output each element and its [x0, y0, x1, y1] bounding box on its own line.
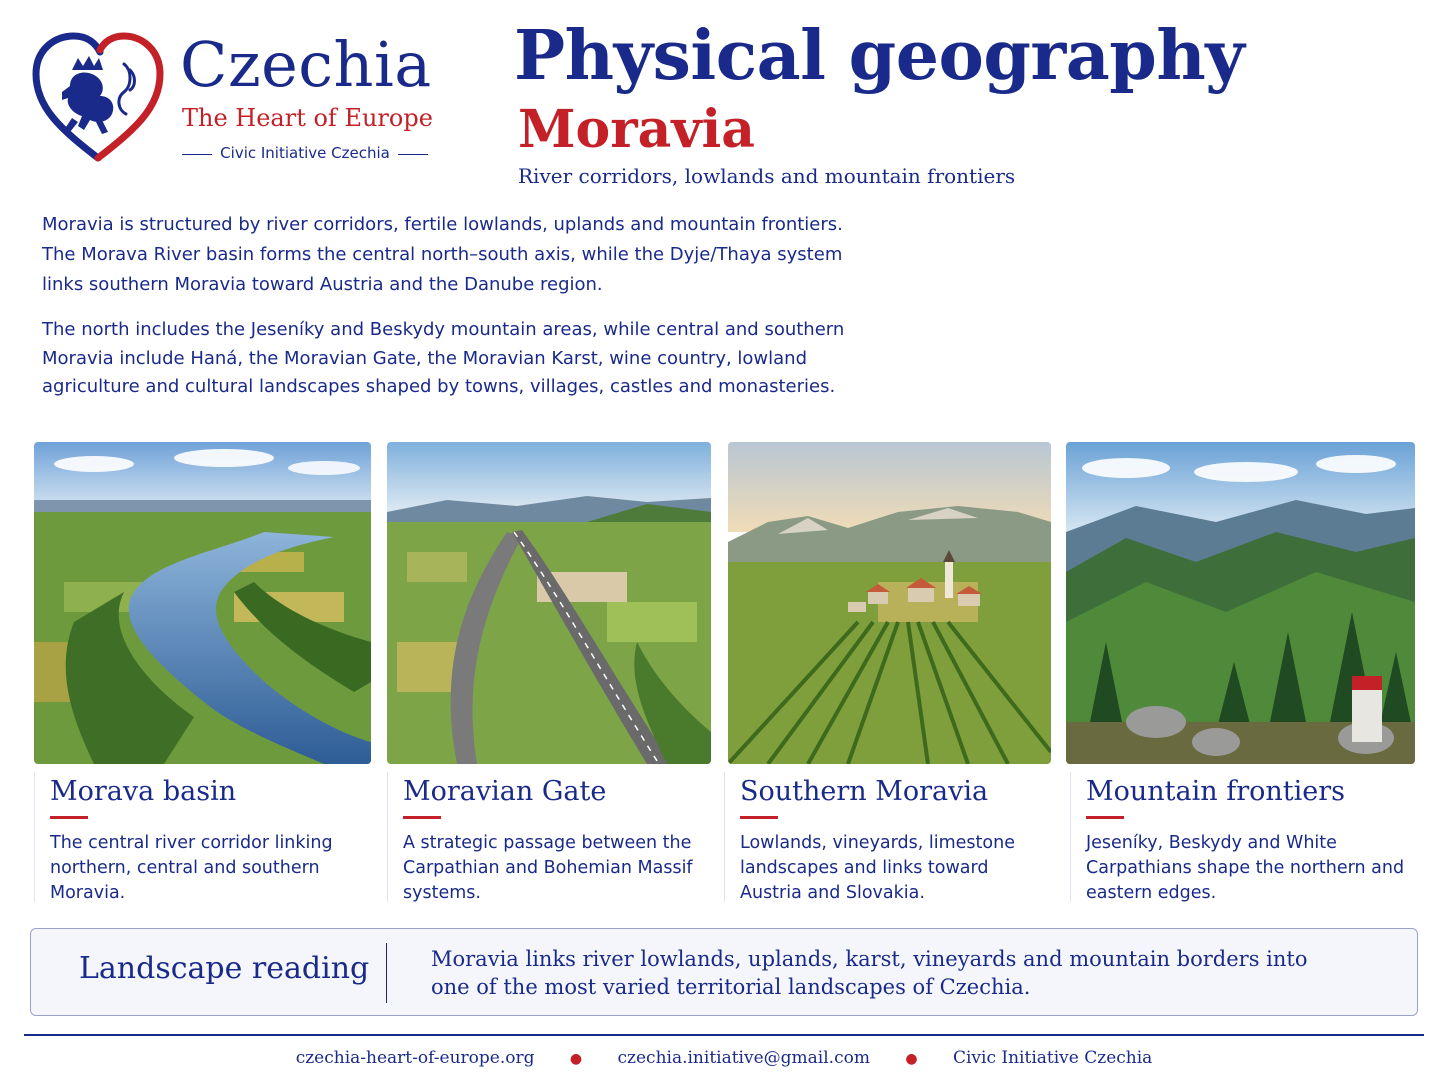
footer-org: Civic Initiative Czechia	[952, 1048, 1153, 1068]
page-subtitle: Moravia	[518, 99, 755, 160]
card-title: Morava basin	[50, 776, 237, 807]
card-description: The central river corridor linking northern, central and southern Moravia.	[50, 833, 333, 903]
heart-lion-icon	[32, 30, 172, 165]
card-title: Southern Moravia	[740, 776, 989, 807]
card-description: A strategic passage between the Carpathian and Bohemian Massif systems.	[403, 833, 693, 903]
footer-website-link[interactable]: czechia-heart-of-europe.org	[295, 1048, 535, 1068]
moravian-gate-image	[387, 442, 711, 764]
landscape-reading-box	[30, 928, 1418, 1016]
intro-paragraph-2: The north includes the Jeseníky and Beskydy mountain areas, while central and southern Moravia include Haná, the Moravian Gate, the Moravian Karst, wine country, lowland agriculture and cultural landscapes shaped by towns, villages, castles and monasteries.	[42, 319, 845, 397]
page-tagline: River corridors, lowlands and mountain frontiers	[518, 164, 1016, 188]
card-title: Moravian Gate	[403, 776, 607, 807]
card-accent-rule	[50, 816, 88, 819]
brand-org: Civic Initiative Czechia	[182, 146, 428, 161]
landscape-reading-text: Moravia links river lowlands, uplands, karst, vineyards and mountain borders into one of the most varied territorial landscapes of Czechia.	[431, 947, 1308, 999]
card-title: Mountain frontiers	[1086, 776, 1346, 807]
brand-name: Czechia	[180, 28, 432, 101]
card-morava-basin	[34, 772, 374, 902]
footer-email-link[interactable]: czechia.initiative@gmail.com	[617, 1048, 870, 1068]
brand-tagline: The Heart of Europe	[182, 104, 433, 132]
card-accent-rule	[1086, 816, 1124, 819]
card-accent-rule	[740, 816, 778, 819]
landscape-reading-title: Landscape reading	[79, 951, 370, 986]
footer	[0, 1048, 1448, 1069]
footer-rule	[24, 1034, 1424, 1036]
card-southern-moravia	[724, 772, 1054, 902]
mountain-frontiers-image	[1066, 442, 1415, 764]
brand-logo	[32, 30, 442, 170]
bullet-icon: ●	[905, 1051, 918, 1067]
page-title: Physical geography	[514, 16, 1245, 96]
card-description: Lowlands, vineyards, limestone landscapes and links toward Austria and Slovakia.	[740, 833, 1015, 903]
southern-moravia-image	[728, 442, 1051, 764]
divider	[386, 943, 387, 1003]
morava-basin-image	[34, 442, 371, 764]
card-accent-rule	[403, 816, 441, 819]
bullet-icon: ●	[569, 1051, 583, 1067]
card-mountain-frontiers	[1070, 772, 1415, 902]
intro-paragraph-1: Moravia is structured by river corridors, fertile lowlands, uplands and mountain frontiers. The Morava River basin forms the central north–south axis, while the Dyje/Thaya system links southern Moravia toward Austria and the Danube region.	[42, 214, 843, 295]
card-moravian-gate	[387, 772, 712, 902]
card-description: Jeseníky, Beskydy and White Carpathians shape the northern and eastern edges.	[1086, 833, 1405, 903]
